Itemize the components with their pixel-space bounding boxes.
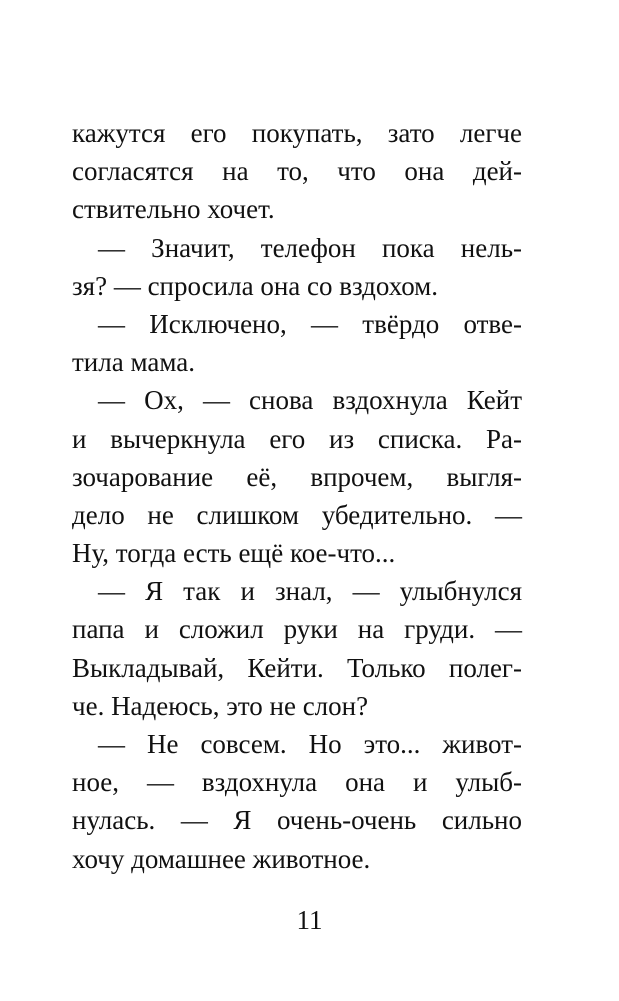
text-line: — Я так и знал, — улыбнулся <box>98 576 522 607</box>
text-line: че. Надеюсь, это не слон? <box>72 690 369 721</box>
text-line: — Исключено, — твёрдо отве- <box>98 308 522 339</box>
text-line: ное, — вздохнула она и улыб- <box>72 767 522 798</box>
text-line: — Значит, телефон пока нель- <box>98 232 522 263</box>
text-line: — Не совсем. Но это... живот- <box>98 729 522 759</box>
text-line: зочарование её, впрочем, выгля- <box>72 461 522 492</box>
text-line: папа и сложил руки на груди. — <box>72 614 522 645</box>
text-line: — Ох, — снова вздохнула Кейт <box>98 385 522 416</box>
text-line: кажутся его покупать, зато легче <box>72 118 522 148</box>
body-text <box>72 114 522 878</box>
text-line: нулась. — Я очень-очень сильно <box>72 805 522 836</box>
page-number: 11 <box>296 905 323 935</box>
text-line: хочу домашнее животное. <box>72 843 371 874</box>
text-line: Выкладывай, Кейти. Только полег- <box>72 652 522 683</box>
text-line: и вычеркнула его из списка. Ра- <box>72 423 522 454</box>
text-line: дело не слишком убедительно. — <box>72 499 522 530</box>
text-line: зя? — спросила она со вздохом. <box>72 270 439 301</box>
text-line: тила мама. <box>72 347 195 378</box>
text-line: ствительно хочет. <box>72 194 275 225</box>
text-line: Ну, тогда есть ещё кое-что... <box>72 538 396 569</box>
text-line: согласятся на то, что она дей- <box>72 156 522 187</box>
